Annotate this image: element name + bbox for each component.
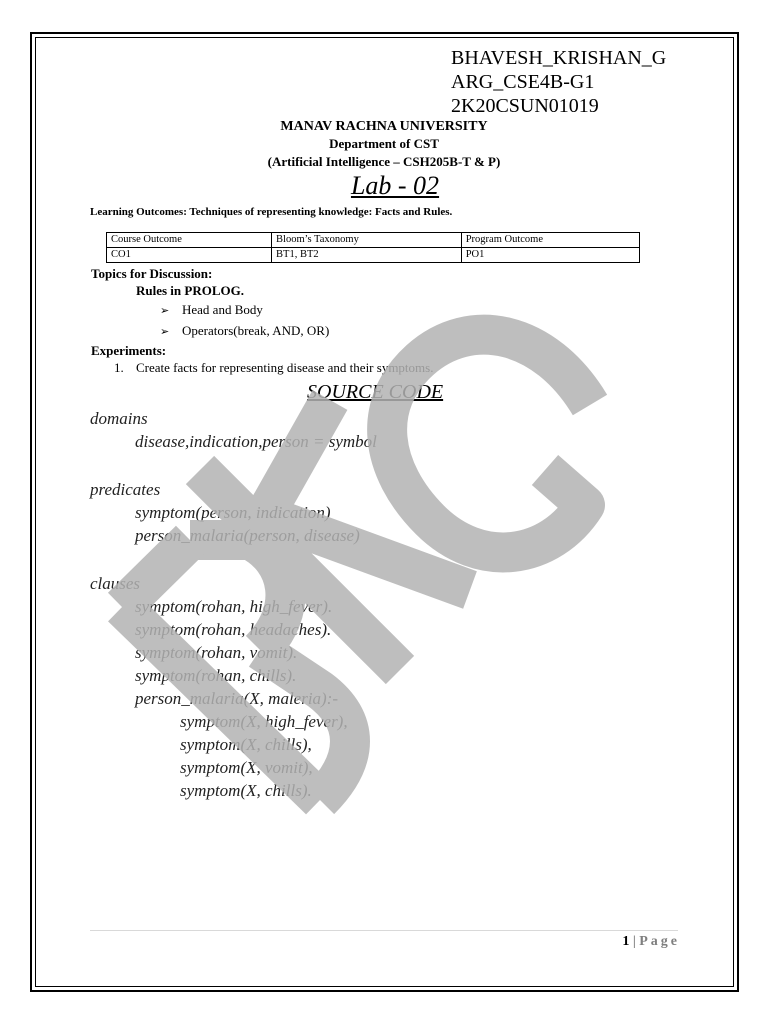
- list-item-text: Head and Body: [182, 302, 263, 317]
- experiment-number: 1.: [114, 360, 124, 375]
- student-name: BHAVESH_KRISHAN_G: [451, 47, 667, 69]
- student-roll: 2K20CSUN01019: [451, 95, 599, 117]
- code-line: symptom(rohan, chills).: [135, 666, 297, 685]
- code-line: symptom(person, indication): [135, 503, 331, 522]
- topics-subheading: Rules in PROLOG.: [136, 283, 244, 298]
- page-footer: [622, 934, 680, 950]
- code-line: symptom(X, chills).: [180, 781, 312, 800]
- page-separator: |: [632, 934, 636, 949]
- watermark-letters: [122, 335, 590, 800]
- table-cell: BT1, BT2: [272, 248, 462, 263]
- page-label: Page: [639, 934, 680, 949]
- course-name: (Artificial Intelligence – CSH205B-T & P): [267, 154, 501, 169]
- lab-title: Lab - 02: [350, 171, 440, 200]
- code-line: symptom(rohan, headaches).: [135, 620, 332, 639]
- experiment-text: Create facts for representing disease and their symptoms.: [136, 360, 434, 375]
- table-header-cell: Course Outcome: [107, 233, 272, 248]
- code-line: symptom(X, high_fever),: [180, 712, 348, 731]
- code-line: symptom(X, chills),: [180, 735, 312, 754]
- source-code-heading: SOURCE CODE: [307, 381, 444, 403]
- domains-line: disease,indication,person = symbol: [135, 432, 377, 451]
- clauses-keyword: clauses: [90, 574, 141, 593]
- table-cell: PO1: [461, 248, 639, 263]
- table-cell: CO1: [107, 248, 272, 263]
- code-line: symptom(X, vomit),: [180, 758, 313, 777]
- arrow-bullet-icon: ➢: [160, 305, 170, 317]
- university-name: MANAV RACHNA UNIVERSITY: [280, 119, 488, 134]
- code-line: symptom(rohan, high_fever).: [135, 597, 333, 616]
- domains-keyword: domains: [90, 409, 148, 428]
- footer-divider: [90, 930, 678, 931]
- watermark-letter-g: [387, 335, 590, 553]
- arrow-bullet-icon: ➢: [160, 326, 170, 338]
- table-header-cell: Program Outcome: [461, 233, 639, 248]
- table-header-cell: Bloom’s Taxonomy: [272, 233, 462, 248]
- rule-head: person_malaria(X, maleria):-: [135, 689, 339, 708]
- code-line: person_malaria(person, disease): [135, 526, 360, 545]
- predicates-keyword: predicates: [90, 480, 161, 499]
- list-item-text: Operators(break, AND, OR): [182, 323, 330, 338]
- student-section: ARG_CSE4B-G1: [451, 71, 595, 93]
- topics-heading: Topics for Discussion:: [91, 266, 213, 281]
- code-line: symptom(rohan, vomit).: [135, 643, 298, 662]
- learning-outcomes: Learning Outcomes: Techniques of representing knowledge: Facts and Rules.: [90, 206, 453, 218]
- experiments-heading: Experiments:: [91, 343, 167, 358]
- page-number: 1: [622, 934, 630, 949]
- department-name: Department of CST: [329, 136, 439, 151]
- watermark-letter-b-bowl: [122, 540, 190, 607]
